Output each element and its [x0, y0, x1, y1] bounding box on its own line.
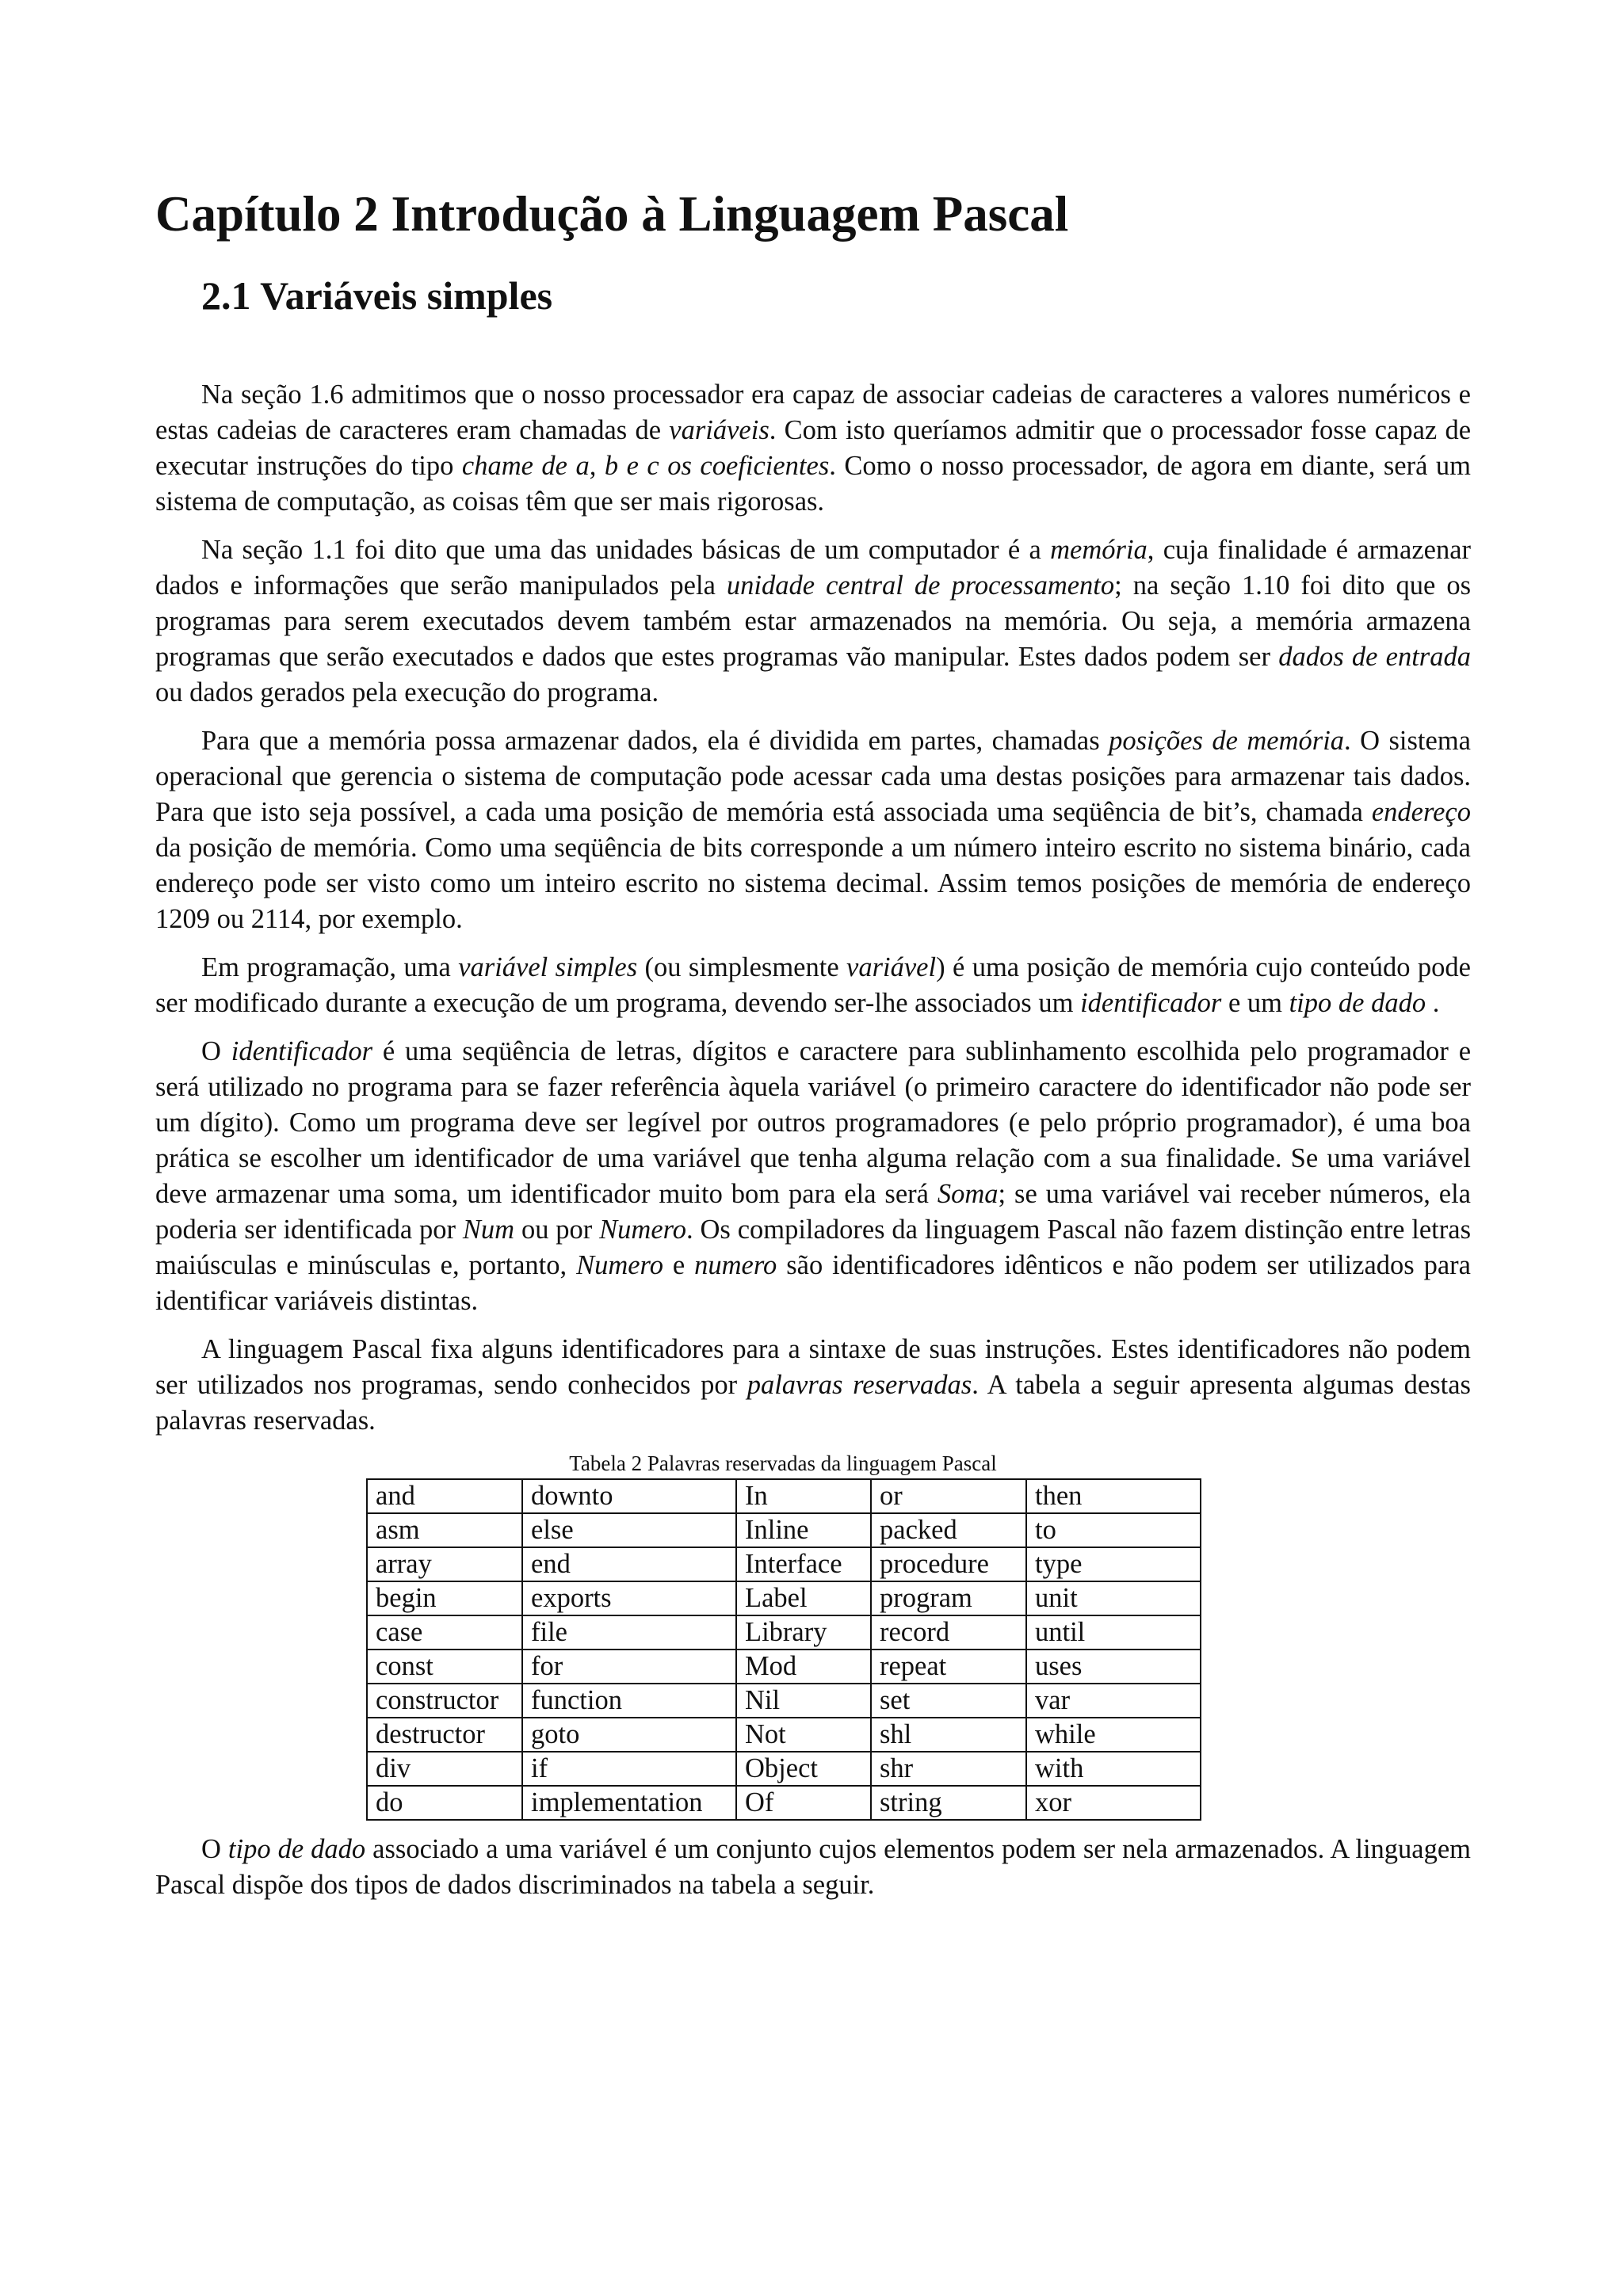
closing-paragraph [155, 1832, 1471, 1903]
emphasized-text: memória [1050, 535, 1148, 565]
table-cell: destructor [367, 1718, 522, 1752]
table-row [367, 1752, 1201, 1786]
table-row [367, 1547, 1201, 1581]
table-cell: case [367, 1615, 522, 1650]
emphasized-text: identificador [231, 1036, 373, 1066]
table-cell: Label [736, 1581, 871, 1615]
emphasized-text: tipo de dado [1289, 988, 1426, 1018]
table-cell: exports [522, 1581, 736, 1615]
text-run: . Os compiladores da linguagem Pascal não fazem distinção entre letras maiúsculas e minúsculas e, portanto, [155, 1215, 1471, 1280]
text-run: e [663, 1250, 695, 1280]
table-cell: to [1026, 1513, 1201, 1547]
table-cell: Of [736, 1786, 871, 1820]
table-cell: file [522, 1615, 736, 1650]
text-run: (ou simplesmente [637, 952, 847, 982]
text-run: ou dados gerados pela execução do programa. [155, 677, 659, 707]
emphasized-text: variável [846, 952, 937, 982]
text-run: Em programação, uma [201, 952, 459, 982]
emphasized-text: dados de entrada [1278, 642, 1471, 672]
reserved-words-table-block [366, 1451, 1200, 1821]
table-cell: procedure [871, 1547, 1026, 1581]
paragraph [155, 1332, 1471, 1439]
text-run: ou por [514, 1215, 600, 1245]
text-run: é uma seqüência de letras, dígitos e caractere para sublinhamento escolhida pelo programador e será utilizado no programa para se fazer referência àquela variável (o primeiro caractere do identificador não pode ser um dígito). Como um programa deve ser legível por outros programadores (e pelo próprio programador), é uma boa prática se escolher um identificador de uma variável que tenha alguma relação com a sua finalidade. Se uma variável deve armazenar uma soma, um identificador muito bom para ela será [155, 1036, 1472, 1209]
table-cell: In [736, 1479, 871, 1513]
emphasized-text: numero [694, 1250, 777, 1280]
paragraph [155, 950, 1471, 1021]
document-body [155, 377, 1471, 1916]
table-cell: or [871, 1479, 1026, 1513]
emphasized-text: Soma [937, 1179, 999, 1209]
text-run: . Como o nosso processador, de agora em diante, será um sistema de computação, as coisas têm que ser mais rigorosas. [155, 451, 1471, 517]
reserved-words-table [366, 1478, 1201, 1821]
text-run: ; se uma variável vai receber números, ela poderia ser identificada por [155, 1179, 1471, 1245]
table-cell: function [522, 1684, 736, 1718]
paragraph [155, 532, 1471, 711]
table-cell: xor [1026, 1786, 1201, 1820]
text-run: ; na seção 1.10 foi dito que os programas para serem executados devem também estar armazenados na memória. Ou seja, a memória armazena programas que serão executados e dados que estes programas vão manipular. Estes dados podem ser [155, 570, 1471, 672]
table-row [367, 1718, 1201, 1752]
table-cell: Library [736, 1615, 871, 1650]
emphasized-text: unidade central de processamento [726, 570, 1115, 601]
text-run: O [201, 1834, 228, 1864]
table-cell: set [871, 1684, 1026, 1718]
table-cell: Inline [736, 1513, 871, 1547]
table-row [367, 1786, 1201, 1820]
table-cell: record [871, 1615, 1026, 1650]
table-row [367, 1684, 1201, 1718]
table-cell: Mod [736, 1650, 871, 1684]
emphasized-text: identificador [1080, 988, 1222, 1018]
text-run: , cuja finalidade é armazenar dados e informações que serão manipulados pela [155, 535, 1471, 601]
table-caption: Tabela 2 Palavras reservadas da linguagem Pascal [569, 1451, 997, 1475]
text-run: . Com isto queríamos admitir que o processador fosse capaz de executar instruções do tipo [155, 415, 1472, 481]
table-cell: array [367, 1547, 522, 1581]
table-cell: uses [1026, 1650, 1201, 1684]
emphasized-text: variável simples [458, 952, 638, 982]
text-run: . A tabela a seguir apresenta algumas destas palavras reservadas. [155, 1370, 1471, 1436]
text-run: . [1426, 988, 1440, 1018]
text-run: . O sistema operacional que gerencia o sistema de computação pode acessar cada uma destas posições para armazenar tais dados. Para que isto seja possível, a cada uma posição de memória está associada uma seqüência de bit’s, chamada [155, 726, 1471, 827]
text-run: Na seção 1.1 foi dito que uma das unidades básicas de um computador é a [201, 535, 1051, 565]
table-row [367, 1650, 1201, 1684]
paragraph [155, 1034, 1471, 1319]
paragraph-list [155, 377, 1471, 1439]
text-run: e um [1221, 988, 1289, 1018]
text-run: são identificadores idênticos e não podem ser utilizados para identificar variáveis distintas. [155, 1250, 1471, 1316]
text-run: da posição de memória. Como uma seqüência de bits corresponde a um número inteiro escrito no sistema binário, cada endereço pode ser visto como um inteiro escrito no sistema decimal. Assim temos posições de memória de endereço 1209 ou 2114, por exemplo. [155, 833, 1471, 934]
table-cell: string [871, 1786, 1026, 1820]
table-row [367, 1581, 1201, 1615]
table-cell: for [522, 1650, 736, 1684]
table-cell: div [367, 1752, 522, 1786]
table-cell: and [367, 1479, 522, 1513]
text-run: Para que a memória possa armazenar dados, ela é dividida em partes, chamadas [201, 726, 1109, 756]
text-run: ) é uma posição de memória cujo conteúdo pode ser modificado durante a execução de um programa, devendo ser-lhe associados um [155, 952, 1471, 1018]
table-cell: then [1026, 1479, 1201, 1513]
table-row [367, 1615, 1201, 1650]
table-cell: Not [736, 1718, 871, 1752]
chapter-title: Capítulo 2 Introdução à Linguagem Pascal [155, 186, 1069, 242]
table-cell: begin [367, 1581, 522, 1615]
table-cell: if [522, 1752, 736, 1786]
table-cell: var [1026, 1684, 1201, 1718]
text-run: A linguagem Pascal fixa alguns identificadores para a sintaxe de suas instruções. Estes identificadores não podem ser utilizados nos programas, sendo conhecidos por [155, 1334, 1471, 1400]
table-cell: shl [871, 1718, 1026, 1752]
table-cell: while [1026, 1718, 1201, 1752]
table-cell: end [522, 1547, 736, 1581]
emphasized-text: variáveis [669, 415, 769, 445]
emphasized-text: Num [462, 1215, 515, 1245]
table-cell: repeat [871, 1650, 1026, 1684]
table-cell: asm [367, 1513, 522, 1547]
table-cell: packed [871, 1513, 1026, 1547]
table-cell: Nil [736, 1684, 871, 1718]
paragraph [155, 723, 1471, 937]
text-run: Na seção 1.6 admitimos que o nosso processador era capaz de associar cadeias de caracteres a valores numéricos e estas cadeias de caracteres eram chamadas de [155, 379, 1471, 445]
emphasized-text: endereço [1371, 797, 1471, 827]
table-cell: Object [736, 1752, 871, 1786]
table-cell: with [1026, 1752, 1201, 1786]
text-run: O [201, 1036, 231, 1066]
table-cell: unit [1026, 1581, 1201, 1615]
paragraph [155, 377, 1471, 520]
table-cell: type [1026, 1547, 1201, 1581]
emphasized-text: tipo de dado [227, 1834, 366, 1864]
table-cell: downto [522, 1479, 736, 1513]
emphasized-text: Numero [576, 1250, 663, 1280]
table-cell: shr [871, 1752, 1026, 1786]
table-cell: constructor [367, 1684, 522, 1718]
table-cell: implementation [522, 1786, 736, 1820]
text-run: associado a uma variável é um conjunto cujos elementos podem ser nela armazenados. A linguagem Pascal dispõe dos tipos de dados discriminados na tabela a seguir. [155, 1834, 1471, 1900]
table-cell: until [1026, 1615, 1201, 1650]
emphasized-text: chame de a, b e c os coeficientes [461, 451, 830, 481]
table-cell: goto [522, 1718, 736, 1752]
table-cell: Interface [736, 1547, 871, 1581]
table-cell: const [367, 1650, 522, 1684]
section-title: 2.1 Variáveis simples [201, 273, 553, 318]
emphasized-text: palavras reservadas [747, 1370, 972, 1400]
table-cell: else [522, 1513, 736, 1547]
table-cell: do [367, 1786, 522, 1820]
emphasized-text: Numero [599, 1215, 687, 1245]
table-cell: program [871, 1581, 1026, 1615]
table-row [367, 1513, 1201, 1547]
table-row [367, 1479, 1201, 1513]
emphasized-text: posições de memória [1109, 726, 1345, 756]
